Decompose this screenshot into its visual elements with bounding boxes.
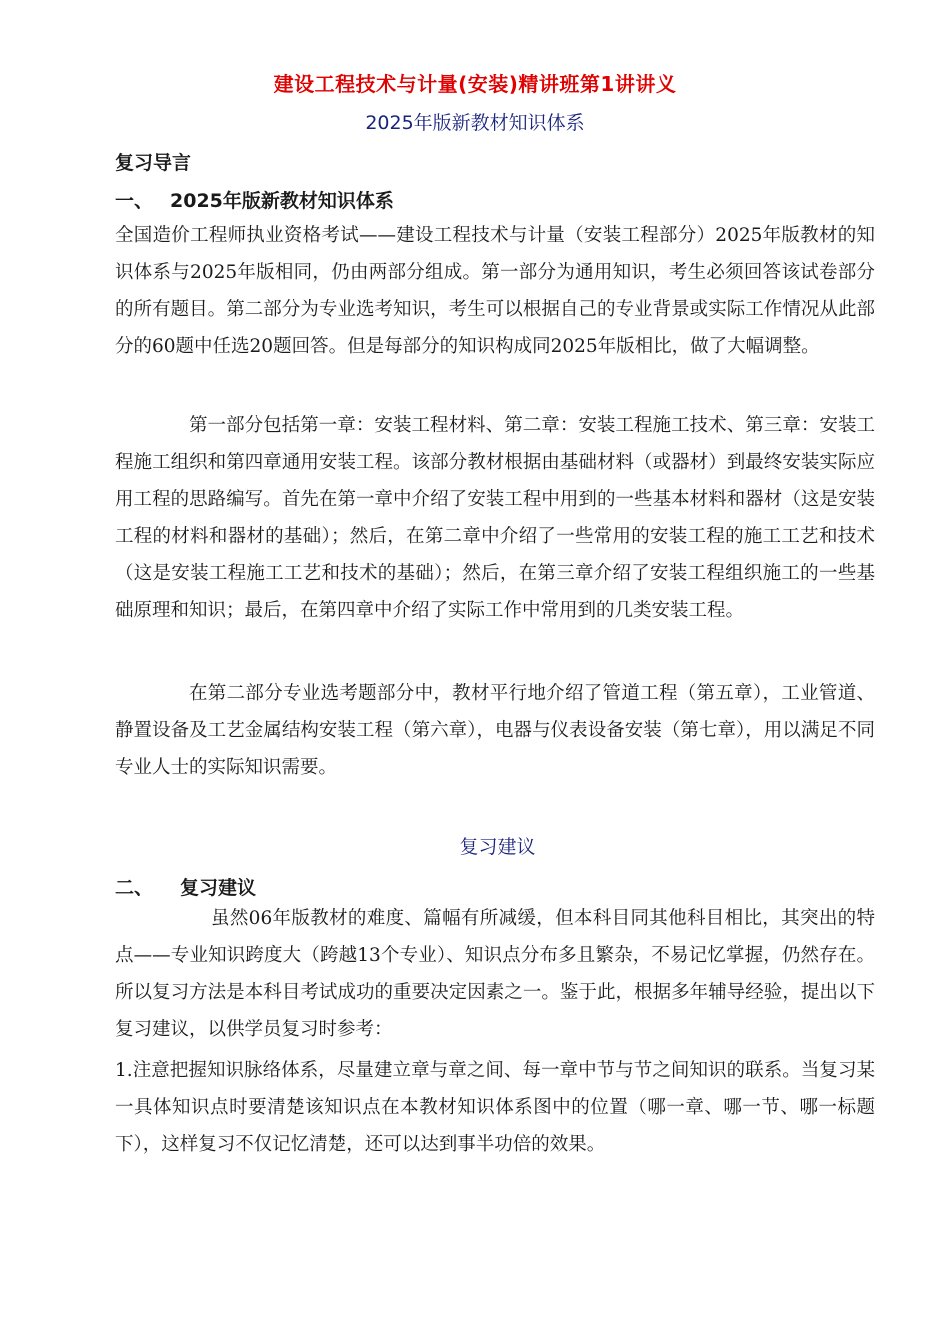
section2-list-item-1: 1.注意把握知识脉络体系，尽量建立章与章之间、每一章中节与节之间知识的联系。当复习某一具体知识点时要清楚该知识点在本教材知识体系图中的位置（哪一章、哪一节、哪一标题下），这样复习不仅记忆清楚，还可以达到事半功倍的效果。 <box>115 1060 875 1155</box>
intro-label-text: 复习导言 <box>115 152 192 174</box>
review-center-heading: 复习建议 <box>459 836 536 858</box>
section2-paragraph-1: 虽然06年版教材的难度、篇幅有所减缓，但本科目同其他科目相比，其突出的特点——专业知识跨度大（跨越13个专业）、知识点分布多且繁杂，不易记忆掌握，仍然存在。所以复习方法是本科目考试成功的重要决定因素之一。鉴于此，根据多年辅导经验，提出以下复习建议，以供学员复习时参考： <box>115 908 875 1040</box>
section1-heading <box>115 186 394 213</box>
section1-number: 一、 <box>115 190 154 212</box>
section2-number: 二、 <box>115 877 154 899</box>
section1-title: 2025年版新教材知识体系 <box>170 190 394 212</box>
document-title: 建设工程技术与计量(安装)精讲班第1讲讲义 <box>273 72 677 96</box>
section2-heading <box>115 873 256 900</box>
section1-paragraph-1: 全国造价工程师执业资格考试——建设工程技术与计量（安装工程部分）2025年版教材的知识体系与2025年版相同，仍由两部分组成。第一部分为通用知识，考生必须回答该试卷部分的所有题目。第二部分为专业选考知识，考生可以根据自己的专业背景或实际工作情况从此部分的60题中任选20题回答。但是每部分的知识构成同2025年版相比，做了大幅调整。 <box>115 225 875 357</box>
document-subtitle: 2025年版新教材知识体系 <box>365 112 585 134</box>
section1-paragraph-3: 在第二部分专业选考题部分中，教材平行地介绍了管道工程（第五章），工业管道、静置设备及工艺金属结构安装工程（第六章），电器与仪表设备安装（第七章），用以满足不同专业人士的实际知识需要。 <box>115 683 875 778</box>
intro-label <box>115 148 191 175</box>
section1-paragraph-2: 第一部分包括第一章：安装工程材料、第二章：安装工程施工技术、第三章：安装工程施工组织和第四章通用安装工程。该部分教材根据由基础材料（或器材）到最终安装实际应用工程的思路编写。首先在第一章中介绍了安装工程中用到的一些基本材料和器材（这是安装工程的材料和器材的基础）；然后，在第二章中介绍了一些常用的安装工程的施工工艺和技术（这是安装工程施工工艺和技术的基础）；然后，在第三章介绍了安装工程组织施工的一些基础原理和知识；最后，在第四章中介绍了实际工作中常用到的几类安装工程。 <box>115 415 875 621</box>
section2-title: 复习建议 <box>180 877 257 899</box>
